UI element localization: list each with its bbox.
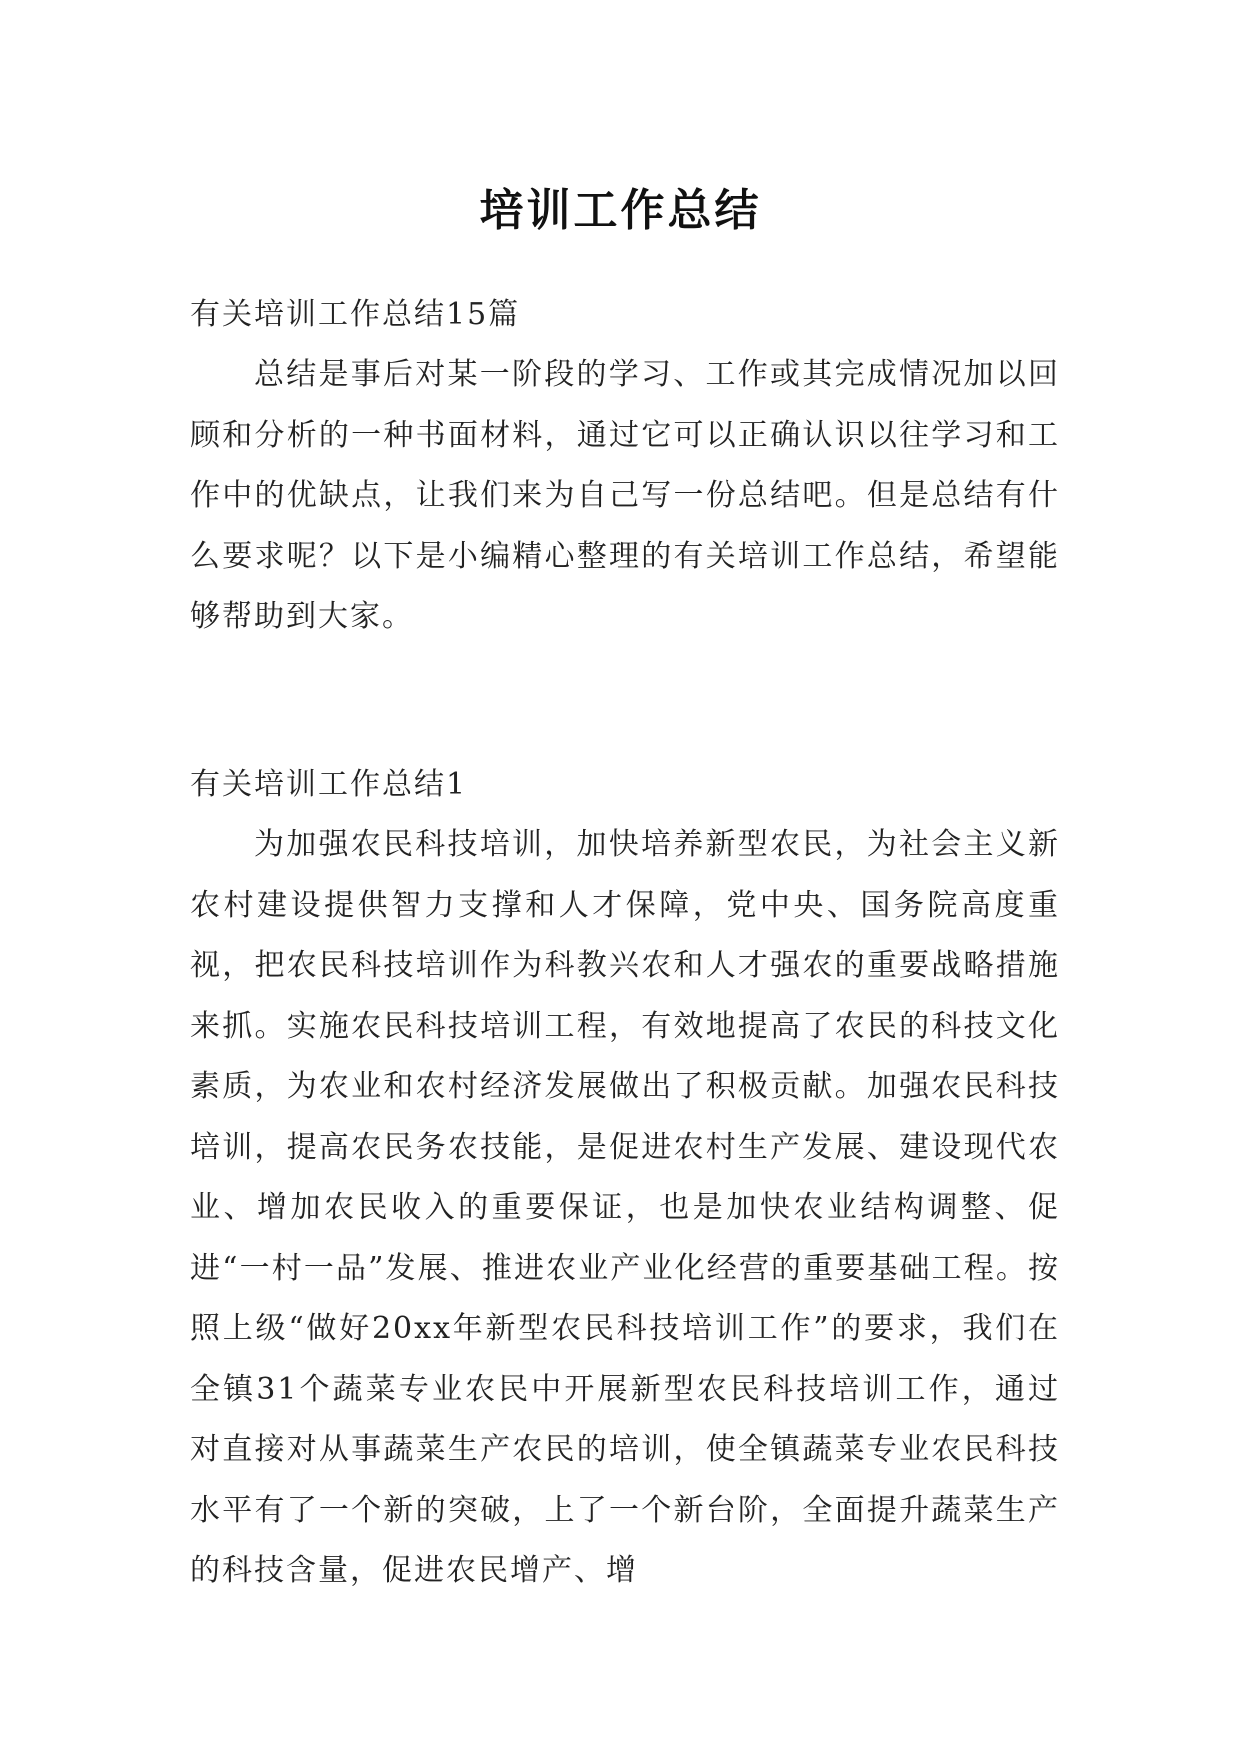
section-1: [190, 755, 1060, 1602]
intro-heading: 有关培训工作总结15篇: [190, 297, 521, 332]
section-1-heading: 有关培训工作总结1: [190, 767, 468, 802]
section-1-paragraph: 为加强农民科技培训，加快培养新型农民，为社会主义新农村建设提供智力支撑和人才保障，党中央、国务院高度重视，把农民科技培训作为科教兴农和人才强农的重要战略措施来抓。实施农民科技培训工程，有效地提高了农民的科技文化素质，为农业和农村经济发展做出了积极贡献。加强农民科技培训，提高农民务农技能，是促进农村生产发展、建设现代农业、增加农民收入的重要保证，也是加快农业结构调整、促进“一村一品”发展、推进农业产业化经营的重要基础工程。按照上级“做好20xx年新型农民科技培训工作”的要求，我们在全镇31个蔬菜专业农民中开展新型农民科技培训工作，通过对直接对从事蔬菜生产农民的培训，使全镇蔬菜专业农民科技水平有了一个新的突破，上了一个新台阶，全面提升蔬菜生产的科技含量，促进农民增产、增: [190, 827, 1060, 1588]
intro-paragraph: 总结是事后对某一阶段的学习、工作或其完成情况加以回顾和分析的一种书面材料，通过它可以正确认识以往学习和工作中的优缺点，让我们来为自己写一份总结吧。但是总结有什么要求呢？以下是小编精心整理的有关培训工作总结，希望能够帮助到大家。: [190, 357, 1060, 634]
document-title: 培训工作总结: [479, 185, 762, 237]
intro-section: [190, 285, 1060, 648]
